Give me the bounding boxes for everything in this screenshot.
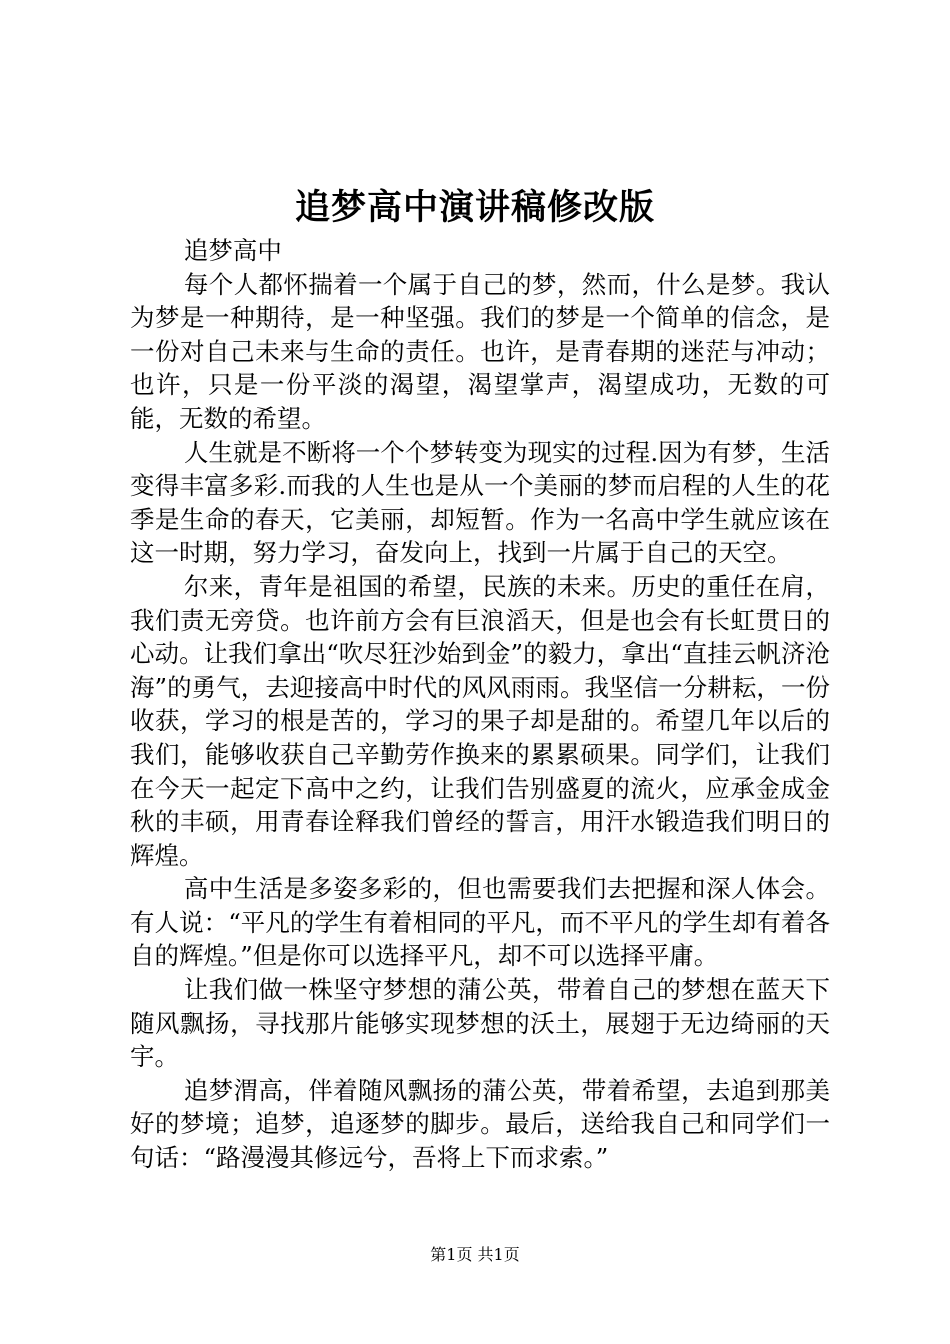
paragraph: 高中生活是多姿多彩的，但也需要我们去把握和深人体会。有人说：“平凡的学生有着相同的平凡，而不平凡的学生却有着各自的辉煌。”但是你可以选择平凡，却不可以选择平庸。 <box>130 874 830 971</box>
paragraph: 让我们做一株坚守梦想的蒲公英，带着自己的梦想在蓝天下随风飘扬，寻找那片能够实现梦想的沃土，展翅于无边绮丽的天宇。 <box>130 975 830 1072</box>
paragraph: 追梦渭高，伴着随风飘扬的蒲公英，带着希望，去追到那美好的梦境；追梦，追逐梦的脚步。最后，送给我自己和同学们一句话：“路漫漫其修远兮，吾将上下而求索。” <box>130 1075 830 1173</box>
paragraph: 人生就是不断将一个个梦转变为现实的过程.因为有梦，生活变得丰富多彩.而我的人生也是从一个美丽的梦而启程的人生的花季是生命的春天，它美丽，却短暂。作为一名高中学生就应该在这一时期，努力学习，奋发向上，找到一片属于自己的天空。 <box>130 437 830 568</box>
page-number-footer: 第1页 共1页 <box>430 1245 520 1264</box>
document-title: 追梦高中演讲稿修改版 <box>294 188 655 228</box>
document-body <box>130 234 830 1175</box>
paragraph-subtitle: 追梦高中 <box>183 236 282 265</box>
paragraph: 每个人都怀揣着一个属于自己的梦，然而，什么是梦。我认为梦是一种期待，是一种坚强。我们的梦是一个简单的信念，是一份对自己未来与生命的责任。也许，是青春期的迷茫与冲动；也许，只是一份平淡的渴望，渴望掌声，渴望成功，无数的可能，无数的希望。 <box>130 269 830 433</box>
paragraph: 尔来，青年是祖国的希望，民族的未来。历史的重任在肩，我们责无旁贷。也许前方会有巨浪滔天，但是也会有长虹贯日的心动。让我们拿出“吹尽狂沙始到金”的毅力，拿出“直挂云帆济沧海”的勇气，去迎接高中时代的风风雨雨。我坚信一分耕耘，一份收获，学习的根是苦的，学习的果子却是甜的。希望几年以后的我们，能够收获自己辛勤劳作换来的累累硕果。同学们，让我们在今天一起定下高中之约，让我们告别盛夏的流火，应承金成金秋的丰硕，用青春诠释我们曾经的誓言，用汗水锻造我们明日的辉煌。 <box>130 571 830 870</box>
